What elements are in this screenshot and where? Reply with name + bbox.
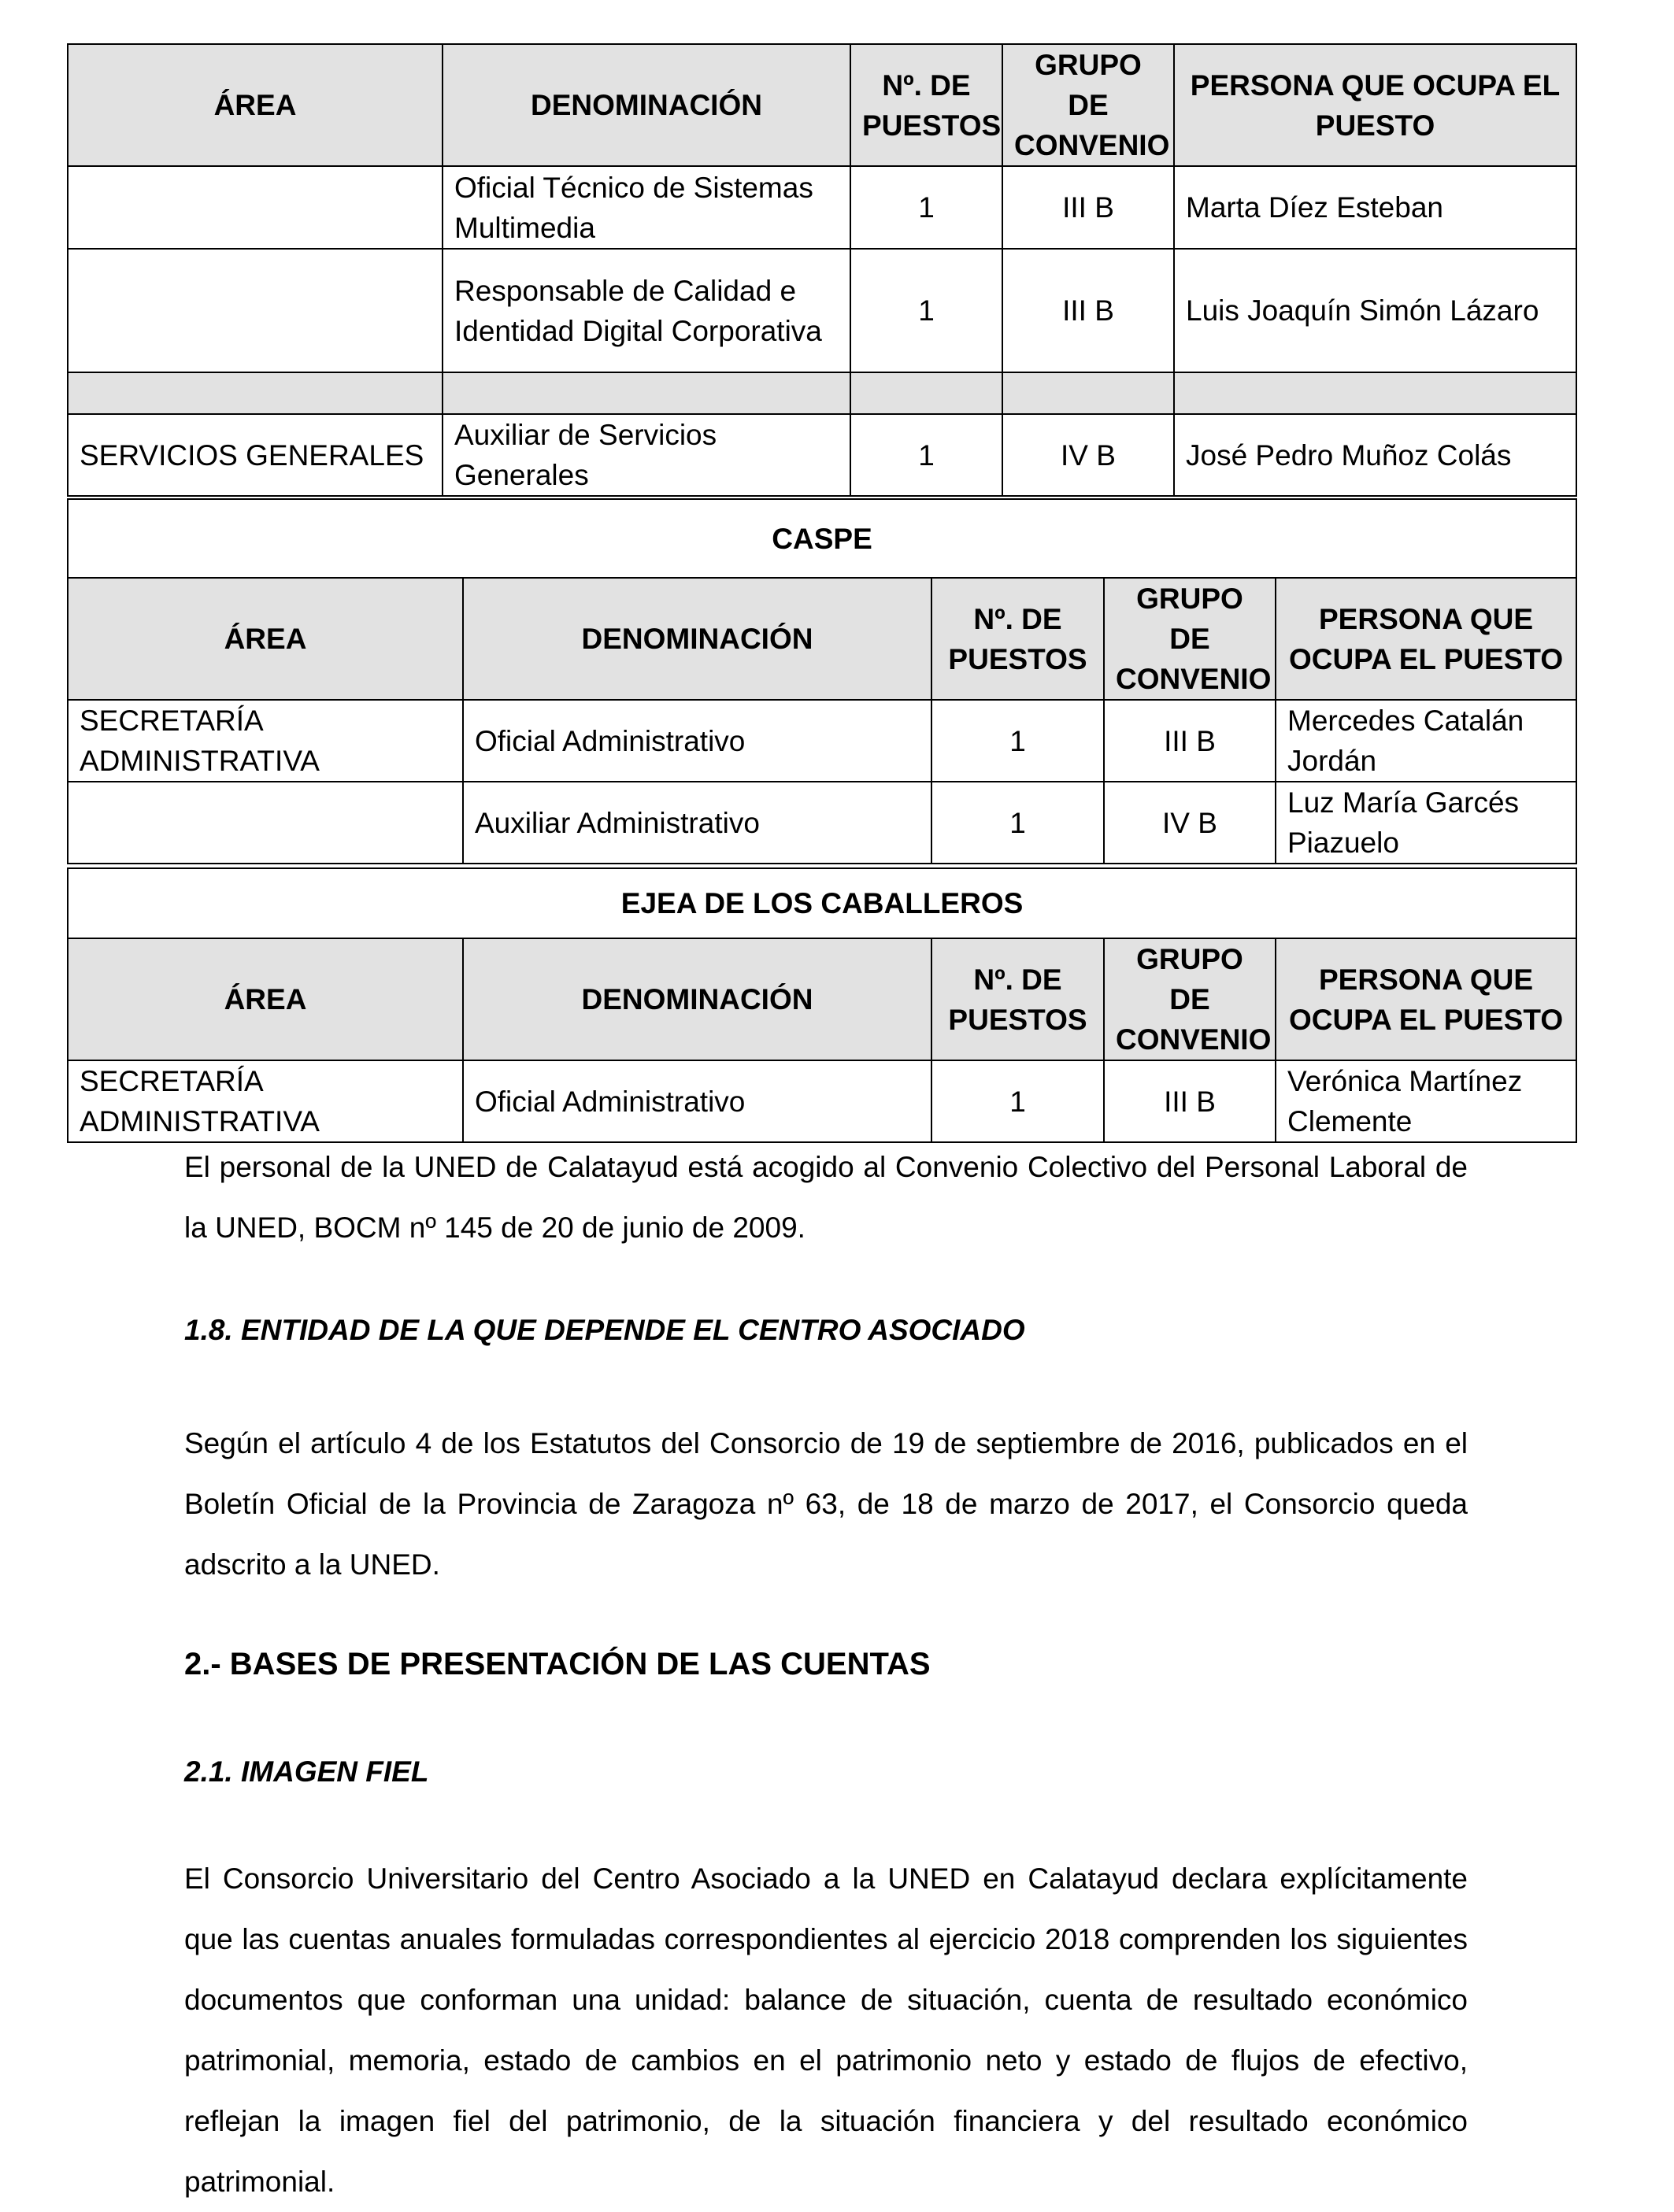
table-title-row xyxy=(68,868,1576,938)
cell-denominacion: Auxiliar Administrativo xyxy=(463,782,931,864)
table-title: CASPE xyxy=(68,499,1576,578)
table-row xyxy=(68,782,1576,864)
table-header-row xyxy=(68,44,1576,166)
cell-denominacion: Oficial Administrativo xyxy=(463,700,931,782)
table-header-row xyxy=(68,938,1576,1060)
cell-persona: Marta Díez Esteban xyxy=(1174,166,1576,249)
heading-2: 2.- BASES DE PRESENTACIÓN DE LAS CUENTAS xyxy=(184,1647,931,1681)
cell-puestos xyxy=(850,372,1002,414)
cell-persona: Luis Joaquín Simón Lázaro xyxy=(1174,249,1576,372)
caspe-table xyxy=(67,498,1577,864)
table-row xyxy=(68,1060,1576,1142)
separator-row xyxy=(68,372,1576,414)
cell-grupo xyxy=(1002,372,1174,414)
cell-denominacion: Auxiliar de Servicios Generales xyxy=(443,414,850,496)
staff-table xyxy=(67,43,1577,497)
header-denominacion: DENOMINACIÓN xyxy=(443,44,850,166)
cell-grupo: IV B xyxy=(1104,782,1276,864)
table-row xyxy=(68,166,1576,249)
cell-area xyxy=(68,249,443,372)
header-puestos: Nº. DE PUESTOS xyxy=(931,578,1104,700)
header-denominacion: DENOMINACIÓN xyxy=(463,938,931,1060)
cell-denominacion: Responsable de Calidad e Identidad Digital Corporativa xyxy=(443,249,850,372)
heading-2-1: 2.1. IMAGEN FIEL xyxy=(184,1755,429,1788)
cell-area: SECRETARÍA ADMINISTRATIVA xyxy=(68,1060,463,1142)
header-persona: PERSONA QUE OCUPA EL PUESTO xyxy=(1276,578,1576,700)
paragraph-convenio: El personal de la UNED de Calatayud está acogido al Convenio Colectivo del Personal Laboral de la UNED, BOCM nº 145 de 20 de junio de 2009. xyxy=(184,1151,1468,1244)
table-header-row xyxy=(68,578,1576,700)
cell-denominacion xyxy=(443,372,850,414)
cell-persona: Luz María Garcés Piazuelo xyxy=(1276,782,1576,864)
table-row xyxy=(68,700,1576,782)
cell-persona: José Pedro Muñoz Colás xyxy=(1174,414,1576,496)
cell-grupo: IV B xyxy=(1002,414,1174,496)
header-grupo: GRUPO DE CONVENIO xyxy=(1104,578,1276,700)
cell-puestos: 1 xyxy=(850,414,1002,496)
paragraph-imagen-fiel: El Consorcio Universitario del Centro Asociado a la UNED en Calatayud declara explícitamente que las cuentas anuales formuladas correspondientes al ejercicio 2018 comprenden los siguientes documentos que conforman una unidad: balance de situación, cuenta de resultado económico patrimonial, memoria, estado de cambios en el patrimonio neto y estado de flujos de efectivo, reflejan la imagen fiel del patrimonio, de la situación financiera y del resultado económico patrimonial. xyxy=(184,1862,1468,2198)
table-title: EJEA DE LOS CABALLEROS xyxy=(68,868,1576,938)
ejea-table xyxy=(67,867,1577,1143)
cell-grupo: III B xyxy=(1104,1060,1276,1142)
header-puestos: Nº. DE PUESTOS xyxy=(850,44,1002,166)
cell-puestos: 1 xyxy=(931,1060,1104,1142)
cell-grupo: III B xyxy=(1002,166,1174,249)
header-grupo: GRUPO DE CONVENIO xyxy=(1002,44,1174,166)
header-area: ÁREA xyxy=(68,44,443,166)
header-area: ÁREA xyxy=(68,578,463,700)
cell-area xyxy=(68,166,443,249)
cell-area: SERVICIOS GENERALES xyxy=(68,414,443,496)
table-row xyxy=(68,249,1576,372)
heading-1-8: 1.8. ENTIDAD DE LA QUE DEPENDE EL CENTRO ASOCIADO xyxy=(184,1314,1025,1346)
cell-puestos: 1 xyxy=(931,700,1104,782)
cell-denominacion: Oficial Técnico de Sistemas Multimedia xyxy=(443,166,850,249)
header-persona: PERSONA QUE OCUPA EL PUESTO xyxy=(1174,44,1576,166)
cell-area xyxy=(68,372,443,414)
cell-puestos: 1 xyxy=(850,166,1002,249)
cell-puestos: 1 xyxy=(850,249,1002,372)
header-puestos: Nº. DE PUESTOS xyxy=(931,938,1104,1060)
cell-grupo: III B xyxy=(1104,700,1276,782)
cell-denominacion: Oficial Administrativo xyxy=(463,1060,931,1142)
header-grupo: GRUPO DE CONVENIO xyxy=(1104,938,1276,1060)
table-title-row xyxy=(68,499,1576,578)
cell-persona: Verónica Martínez Clemente xyxy=(1276,1060,1576,1142)
cell-puestos: 1 xyxy=(931,782,1104,864)
header-area: ÁREA xyxy=(68,938,463,1060)
paragraph-estatutos: Según el artículo 4 de los Estatutos del Consorcio de 19 de septiembre de 2016, publicados en el Boletín Oficial de la Provincia de Zaragoza nº 63, de 18 de marzo de 2017, el Consorcio queda adscrito a la UNED. xyxy=(184,1427,1468,1581)
cell-area xyxy=(68,782,463,864)
cell-persona xyxy=(1174,372,1576,414)
cell-persona: Mercedes Catalán Jordán xyxy=(1276,700,1576,782)
cell-area: SECRETARÍA ADMINISTRATIVA xyxy=(68,700,463,782)
header-denominacion: DENOMINACIÓN xyxy=(463,578,931,700)
header-persona: PERSONA QUE OCUPA EL PUESTO xyxy=(1276,938,1576,1060)
table-row xyxy=(68,414,1576,496)
cell-grupo: III B xyxy=(1002,249,1174,372)
